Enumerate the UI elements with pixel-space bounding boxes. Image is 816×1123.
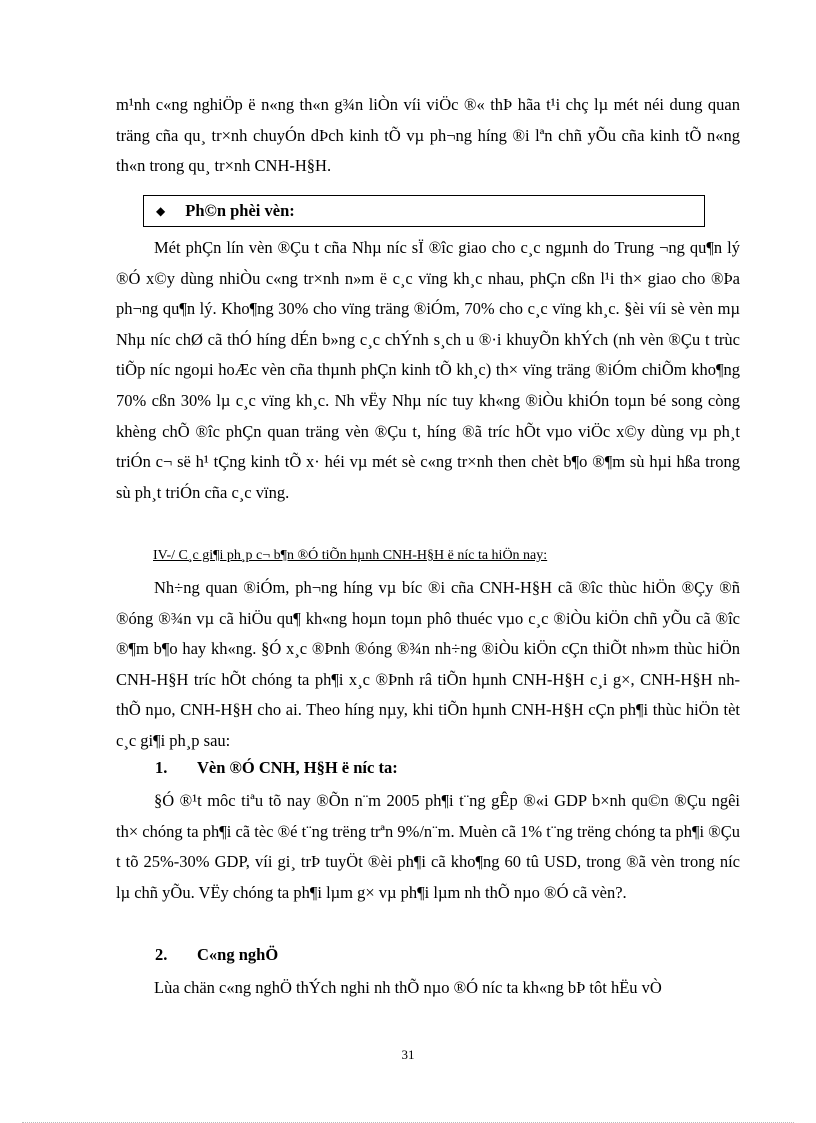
section-heading: IV-/ C¸c gi¶i ph¸p c¬ b¶n ®Ó tiÕn hµnh CNH-H§H ë níc ta hiÖn nay: xyxy=(153,548,548,563)
numbered-heading-1 xyxy=(155,758,398,778)
numbered-heading-1-number: 1. xyxy=(155,758,168,777)
paragraph-capital-allocation-text: Mét phÇn lín vèn ®Çu t cña Nhµ níc sÏ ®îc giao cho c¸c ngµnh do Trung ¬ng qu¶n lý ®Ó x©y dùng nhiÒu c«ng tr×nh n»m ë c¸c vïng kh¸c nhau, phÇn cßn l¹i th× giao cho ®Þa ph¬ng qu¶n lý. Kho¶ng 30% cho vïng träng ®iÓm, 70% cho c¸c vïng kh¸c. §èi víi sè vèn mµ Nhµ níc chØ cã thÓ híng dÉn b»ng c¸c chÝnh s¸ch u ®·i khuyÕn khÝch (nh vèn ®Çu t trùc tiÕp níc ngoµi hoÆc vèn cña thµnh phÇn kinh tÕ kh¸c) th× vïng träng ®iÓm chiÕm kho¶ng 70% cßn 30% lµ c¸c vïng kh¸c. Nh vËy Nhµ níc tuy kh«ng ®iÒu khiÓn toµn bé song còng khèng chÕ ®îc phÇn quan träng vèn ®Çu t, híng ®ã tríc hÕt vµo viÖc x©y dùng vµ ph¸t triÓn c¬ së h¹ tÇng kinh tÕ x· héi vµ mét sè c«ng tr×nh then chèt b¶o ®¶m sù hµi hßa trong sù ph¸t triÓn cña c¸c vïng. xyxy=(116,238,740,502)
paragraph-technology xyxy=(116,973,740,1004)
paragraph-capital-allocation xyxy=(116,233,740,508)
paragraph-technology-text: Lùa chän c«ng nghÖ thÝch nghi nh thÕ nµo ®Ó níc ta kh«ng bÞ tôt hËu vÒ xyxy=(154,978,662,997)
diamond-bullet-icon: ◆ xyxy=(156,203,166,218)
numbered-heading-2 xyxy=(155,945,278,965)
paragraph-intro-text: m¹nh c«ng nghiÖp ë n«ng th«n g¾n liÒn víi viÖc ®« thÞ hãa t¹i chç lµ mét néi dung quan träng cña qu¸ tr×nh chuyÓn dÞch kinh tÕ vµ ph¬ng híng ®i lªn chñ yÕu cña kinh tÕ n«ng th«n trong qu¸ tr×nh CNH-H§H. xyxy=(116,95,740,176)
numbered-heading-2-number: 2. xyxy=(155,945,168,964)
paragraph-capital xyxy=(116,786,740,908)
boxed-heading xyxy=(143,195,705,227)
numbered-heading-1-label: Vèn ®Ó CNH, H§H ë níc ta: xyxy=(197,758,398,777)
paragraph-solutions xyxy=(116,573,740,757)
page-number: 31 xyxy=(401,1047,415,1062)
paragraph-intro xyxy=(116,90,740,182)
paragraph-capital-text: §Ó ®¹t môc tiªu tõ nay ®Õn n¨m 2005 ph¶i t¨ng gÊp ®«i GDP b×nh qu©n ®Çu ngêi th× chóng ta ph¶i cã tèc ®é t¨ng trëng trªn 9%/n¨m. Muèn cã 1% t¨ng trëng chóng ta ph¶i ®Çu t tõ 25%-30% GDP, víi gi¸ trÞ tuyÖt ®èi ph¶i cã kho¶ng 60 tû USD, trong ®ã vèn trong níc lµ chñ yÕu. VËy chóng ta ph¶i lµm g× vµ ph¶i lµm nh thÕ nµo ®Ó cã vèn?. xyxy=(116,791,740,902)
numbered-heading-2-label: C«ng nghÖ xyxy=(197,945,279,964)
boxed-heading-label: Ph©n phèi vèn: xyxy=(185,201,295,220)
paragraph-solutions-text: Nh÷ng quan ®iÓm, ph¬ng híng vµ bíc ®i cña CNH-H§H cã ®îc thùc hiÖn ®Çy ®ñ ®óng ®¾n vµ cã hiÖu qu¶ kh«ng hoµn toµn phô thuéc vµo c¸c ®iÒu kiÖn chñ yÕu cã ®îc ®¶m b¶o hay kh«ng. §Ó x¸c ®Þnh ®óng ®¾n nh÷ng ®iÒu kiÖn cÇn thiÕt nh»m thùc hiÖn CNH-H§H tríc hÕt chóng ta ph¶i x¸c ®Þnh râ tiÕn hµnh CNH-H§H c¸i g×, CNH-H§H nh thÕ nµo, CNH-H§H cho ai. Theo híng nµy, khi tiÕn hµnh CNH-H§H cÇn ph¶i thùc hiÖn tèt c¸c gi¶i ph¸p sau: xyxy=(116,578,740,750)
